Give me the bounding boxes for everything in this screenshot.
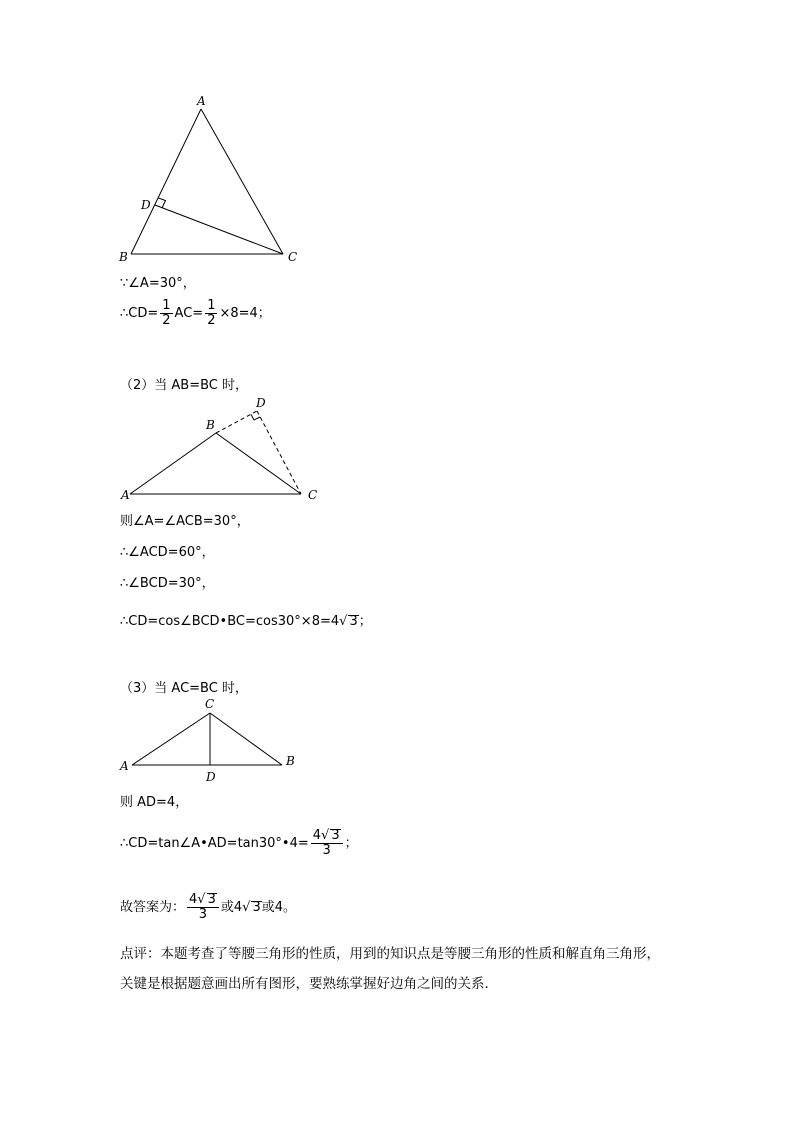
side-ab <box>131 109 201 254</box>
label-b: B <box>286 754 295 768</box>
label-d: D <box>141 198 151 212</box>
radical-sign: √ <box>339 614 348 629</box>
fraction-denominator: 3 <box>322 843 331 858</box>
side-ac <box>201 109 283 254</box>
case2-line4-prefix: ∴CD=cos∠BCD•BC=cos30°×8=4 <box>120 614 340 629</box>
fraction-numerator: 1 <box>162 298 171 313</box>
label-c: C <box>288 250 298 264</box>
case3-line1: 则 AD=4， <box>120 795 189 810</box>
figure-triangle-1 <box>110 90 320 270</box>
fraction-4root3-over-3 <box>311 829 343 858</box>
segment-cd <box>155 205 283 254</box>
label-a: A <box>197 94 206 108</box>
radicand: 3 <box>252 900 261 915</box>
case2-line2: ∴∠ACD=60°， <box>120 545 215 560</box>
extension-bd <box>216 411 257 433</box>
radicand: 3 <box>331 828 340 843</box>
side-bc <box>210 713 282 765</box>
fraction-denominator: 3 <box>198 907 208 922</box>
case2-line3: ∴∠BCD=30°， <box>120 576 215 591</box>
comment-line-1: 点评：本题考查了等腰三角形的性质，用到的知识点是等腰三角形的性质和解直角三角形， <box>120 946 660 962</box>
answer-mid2: 或4。 <box>261 900 297 915</box>
label-a: A <box>121 488 130 502</box>
case2-line4 <box>120 610 372 629</box>
answer-prefix: 故答案为： <box>120 900 186 915</box>
numerator-coef: 4 <box>189 892 198 907</box>
figure-triangle-3 <box>110 693 310 788</box>
side-ab <box>130 433 216 494</box>
text-since-angle-a: ∵∠A=30°， <box>120 276 196 291</box>
fraction-denominator: 2 <box>207 313 216 328</box>
cd1-mid: AC= <box>174 306 204 321</box>
fraction-numerator <box>187 893 219 908</box>
fraction-half-1 <box>160 299 172 328</box>
cd1-prefix: ∴CD= <box>120 306 159 321</box>
label-b: B <box>119 250 128 264</box>
text-cd-case1 <box>120 296 271 332</box>
radical-sign: √ <box>242 900 251 915</box>
comment-line-2: 关键是根据题意画出所有图形，要熟练掌握好边角之间的关系． <box>120 976 498 992</box>
case2-line1: 则∠A=∠ACB=30°， <box>120 514 250 529</box>
case2-heading: （2）当 AB=BC 时， <box>120 378 249 393</box>
right-angle-mark <box>251 415 260 421</box>
label-b: B <box>206 418 215 432</box>
radicand: 3 <box>207 892 216 907</box>
case3-line2-suffix: ； <box>344 836 358 851</box>
label-c: C <box>308 488 318 502</box>
case3-line2-prefix: ∴CD=tan∠A•AD=tan30°•4= <box>120 836 309 851</box>
cd1-suffix: ×8=4； <box>219 306 271 321</box>
answer-fraction <box>187 893 219 922</box>
label-c: C <box>205 697 215 711</box>
radical-sign: √ <box>321 828 330 843</box>
case2-line4-suffix: ； <box>358 614 372 629</box>
side-ac <box>132 713 210 765</box>
fraction-half-2 <box>205 299 217 328</box>
radical-sign: √ <box>197 892 206 907</box>
figure-triangle-2 <box>110 395 330 505</box>
label-d: D <box>256 396 266 410</box>
radicand: 3 <box>349 614 358 629</box>
fraction-numerator: 1 <box>207 298 216 313</box>
answer-mid1: 或4 <box>220 900 243 915</box>
label-d: D <box>206 770 216 784</box>
case3-line2 <box>120 826 358 862</box>
answer-line <box>120 890 296 926</box>
numerator-coef: 4 <box>312 828 322 843</box>
fraction-denominator: 2 <box>162 313 171 328</box>
case3-heading: （3）当 AC=BC 时， <box>120 681 248 696</box>
segment-cd <box>257 411 301 494</box>
label-a: A <box>120 759 129 773</box>
side-bc <box>216 433 301 494</box>
fraction-numerator <box>311 829 343 844</box>
